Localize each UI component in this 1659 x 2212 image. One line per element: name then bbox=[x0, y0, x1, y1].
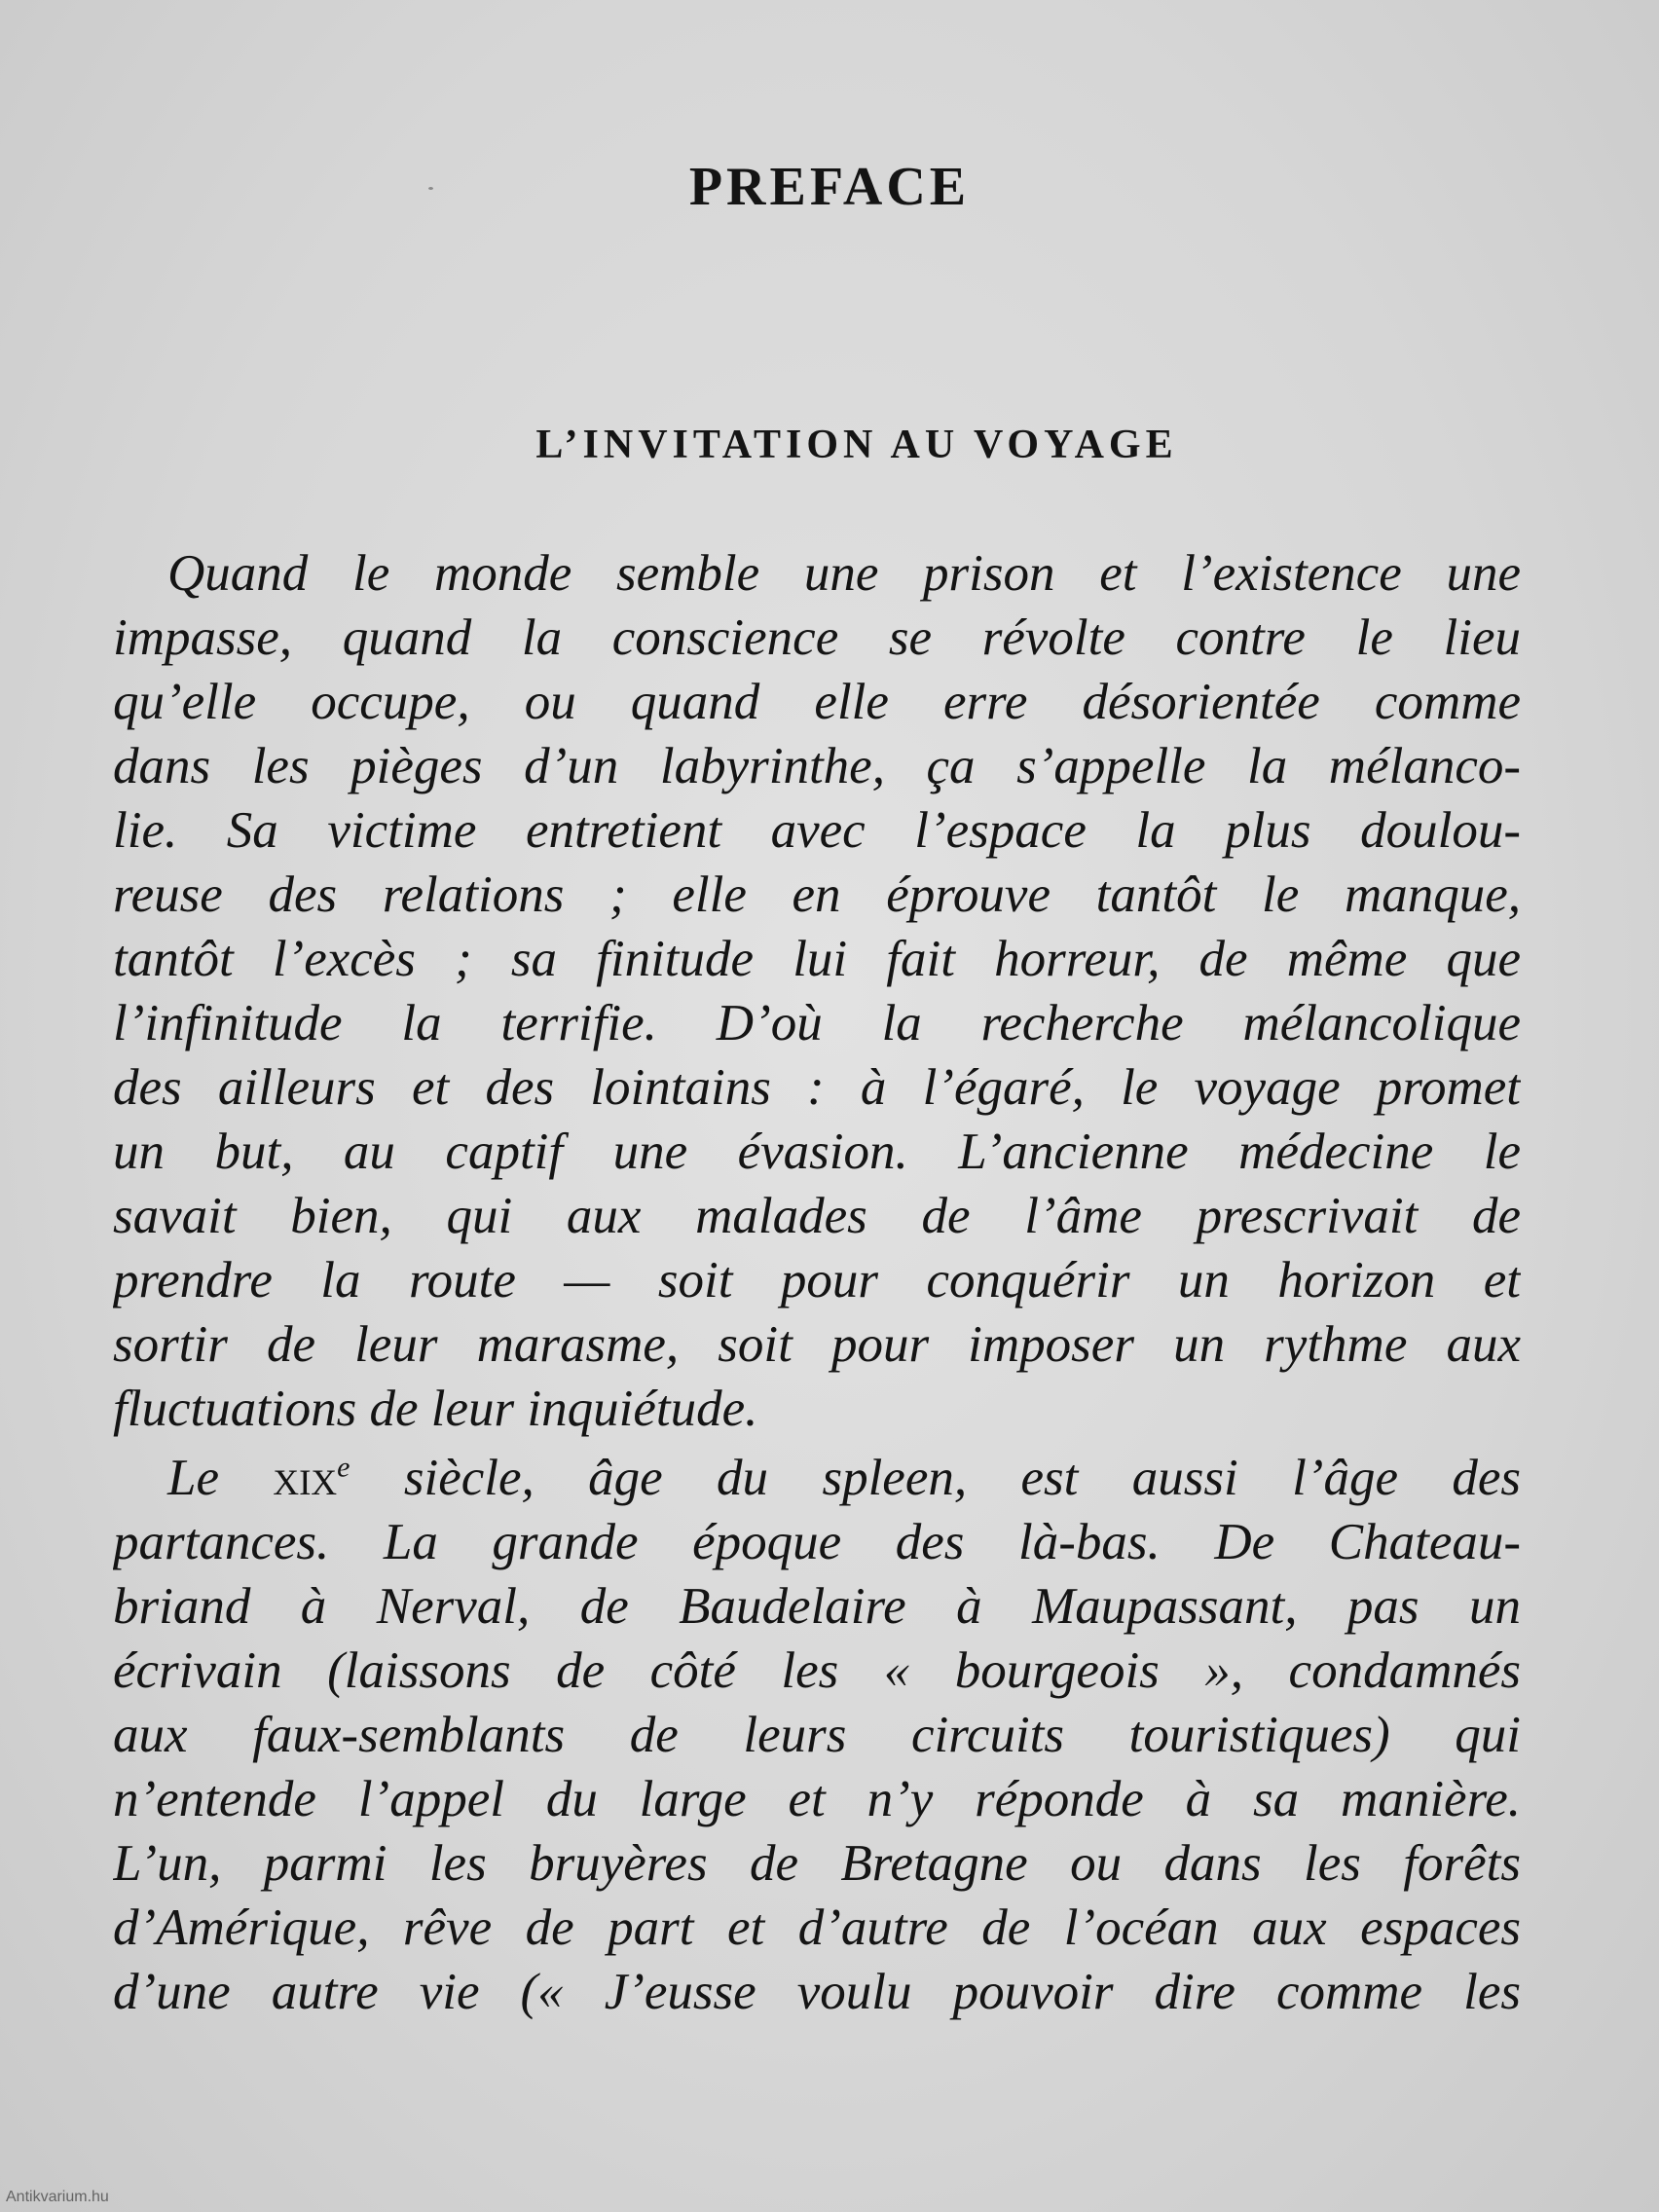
text-line: impasse, quand la conscience se révolte contre le lieu bbox=[113, 609, 1521, 666]
text-line: sortir de leur marasme, soit pour imposer un rythme aux bbox=[113, 1316, 1521, 1373]
section-title: L’INVITATION AU VOYAGE bbox=[535, 423, 1178, 467]
text-line: aux faux-semblants de leurs circuits touristiques) qui bbox=[113, 1707, 1521, 1763]
text-line: briand à Nerval, de Baudelaire à Maupassant, pas un bbox=[113, 1578, 1521, 1635]
text-line: reuse des relations ; elle en éprouve tantôt le manque, bbox=[113, 866, 1521, 923]
line-rest: siècle, âge du spleen, est aussi l’âge des bbox=[403, 1450, 1521, 1506]
watermark: Antikvarium.hu bbox=[6, 2189, 109, 2205]
page-title: PREFACE bbox=[688, 157, 971, 217]
text-line: un but, au captif une évasion. L’ancienne médecine le bbox=[113, 1124, 1521, 1180]
text-line: L’un, parmi les bruyères de Bretagne ou dans les forêts bbox=[113, 1835, 1521, 1892]
text-line: savait bien, qui aux malades de l’âme prescrivait de bbox=[113, 1188, 1521, 1244]
line-word: Le bbox=[167, 1450, 219, 1506]
paragraph-2 bbox=[113, 1446, 1521, 2024]
text-line: prendre la route — soit pour conquérir un horizon et bbox=[113, 1252, 1521, 1309]
text-line: partances. La grande époque des là-bas. De Chateau- bbox=[113, 1514, 1521, 1570]
text-line: n’entende l’appel du large et n’y réponde à sa manière. bbox=[113, 1771, 1521, 1827]
paragraph-1 bbox=[113, 541, 1521, 1441]
text-line: Quand le monde semble une prison et l’existence une bbox=[167, 545, 1521, 602]
text-line: l’infinitude la terrifie. D’où la recherche mélancolique bbox=[113, 995, 1521, 1051]
text-line: fluctuations de leur inquiétude. bbox=[113, 1381, 758, 1437]
text-line: dans les pièges d’un labyrinthe, ça s’appelle la mélanco- bbox=[113, 738, 1521, 794]
text-line: d’une autre vie (« J’eusse voulu pouvoir dire comme les bbox=[113, 1964, 1521, 2020]
text-line: d’Amérique, rêve de part et d’autre de l’océan aux espaces bbox=[113, 1899, 1521, 1956]
text-line: qu’elle occupe, ou quand elle erre désorientée comme bbox=[113, 674, 1521, 730]
text-line-first bbox=[113, 1446, 1521, 1510]
century-numeral: xix bbox=[273, 1450, 338, 1506]
text-line: écrivain (laissons de côté les « bourgeois », condamnés bbox=[113, 1642, 1521, 1699]
text-line: tantôt l’excès ; sa finitude lui fait horreur, de même que bbox=[113, 931, 1521, 987]
superscript-e: e bbox=[337, 1451, 350, 1484]
text-line: lie. Sa victime entretient avec l’espace la plus doulou- bbox=[113, 802, 1521, 859]
text-line: des ailleurs et des lointains : à l’égaré, le voyage promet bbox=[113, 1059, 1521, 1116]
